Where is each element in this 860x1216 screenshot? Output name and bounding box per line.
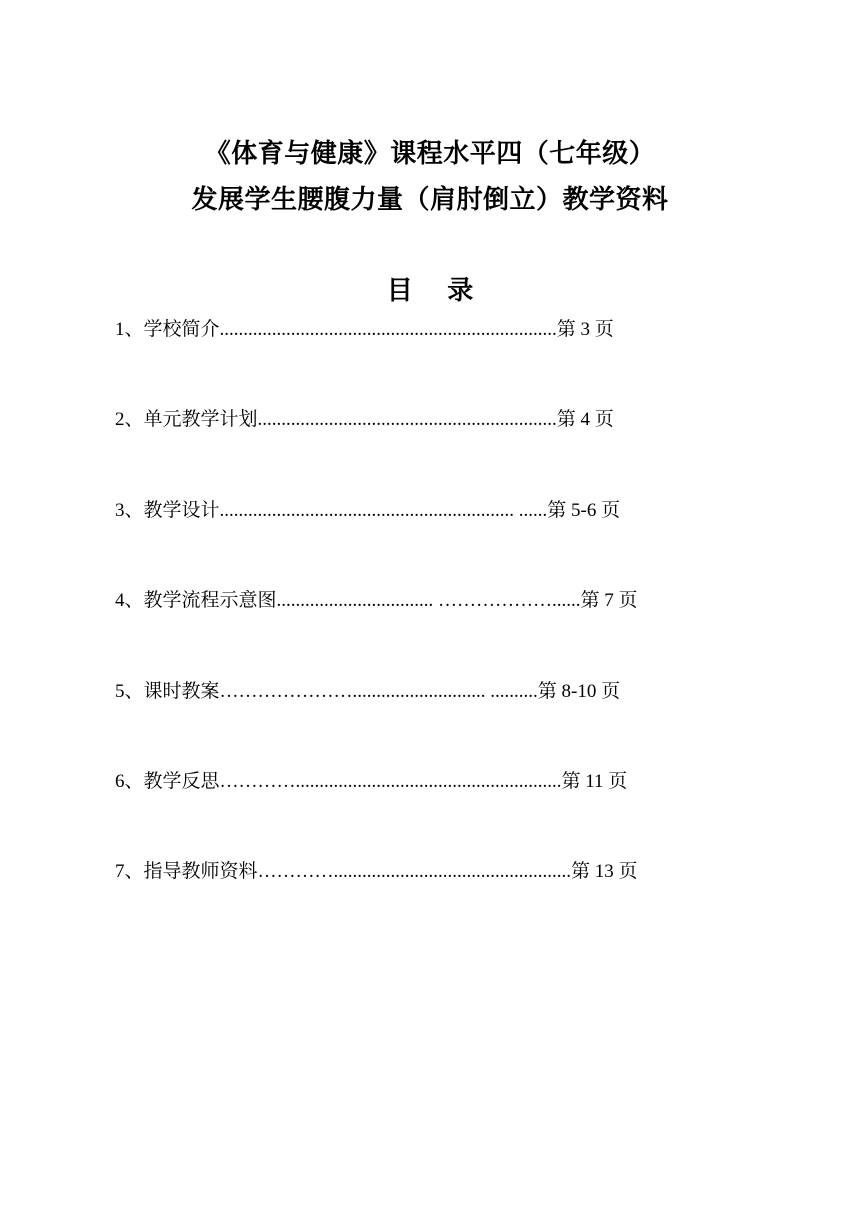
toc-entry: 2、单元教学计划...............................................................第 4 页 xyxy=(115,409,614,430)
toc-entry: 5、课时教案…………………............................ ..........第 8-10 页 xyxy=(115,681,621,702)
toc-heading: 目 录 xyxy=(386,276,488,305)
toc-entry: 1、学校简介.......................................................................第 3 页 xyxy=(115,319,614,340)
document-title-line-2: 发展学生腰腹力量（肩肘倒立）教学资料 xyxy=(191,185,669,214)
document-title-line-1: 《体育与健康》课程水平四（七年级） xyxy=(204,139,656,168)
toc-entry: 6、教学反思…………........................................................第 11 页 xyxy=(115,771,628,792)
toc-entry: 4、教学流程示意图................................. ………………......第 7 页 xyxy=(115,590,638,611)
toc-entry: 3、教学设计.............................................................. ......第 5-6 页 xyxy=(115,500,621,521)
toc-entry: 7、指导教师资料…………..................................................第 13 页 xyxy=(115,861,638,882)
